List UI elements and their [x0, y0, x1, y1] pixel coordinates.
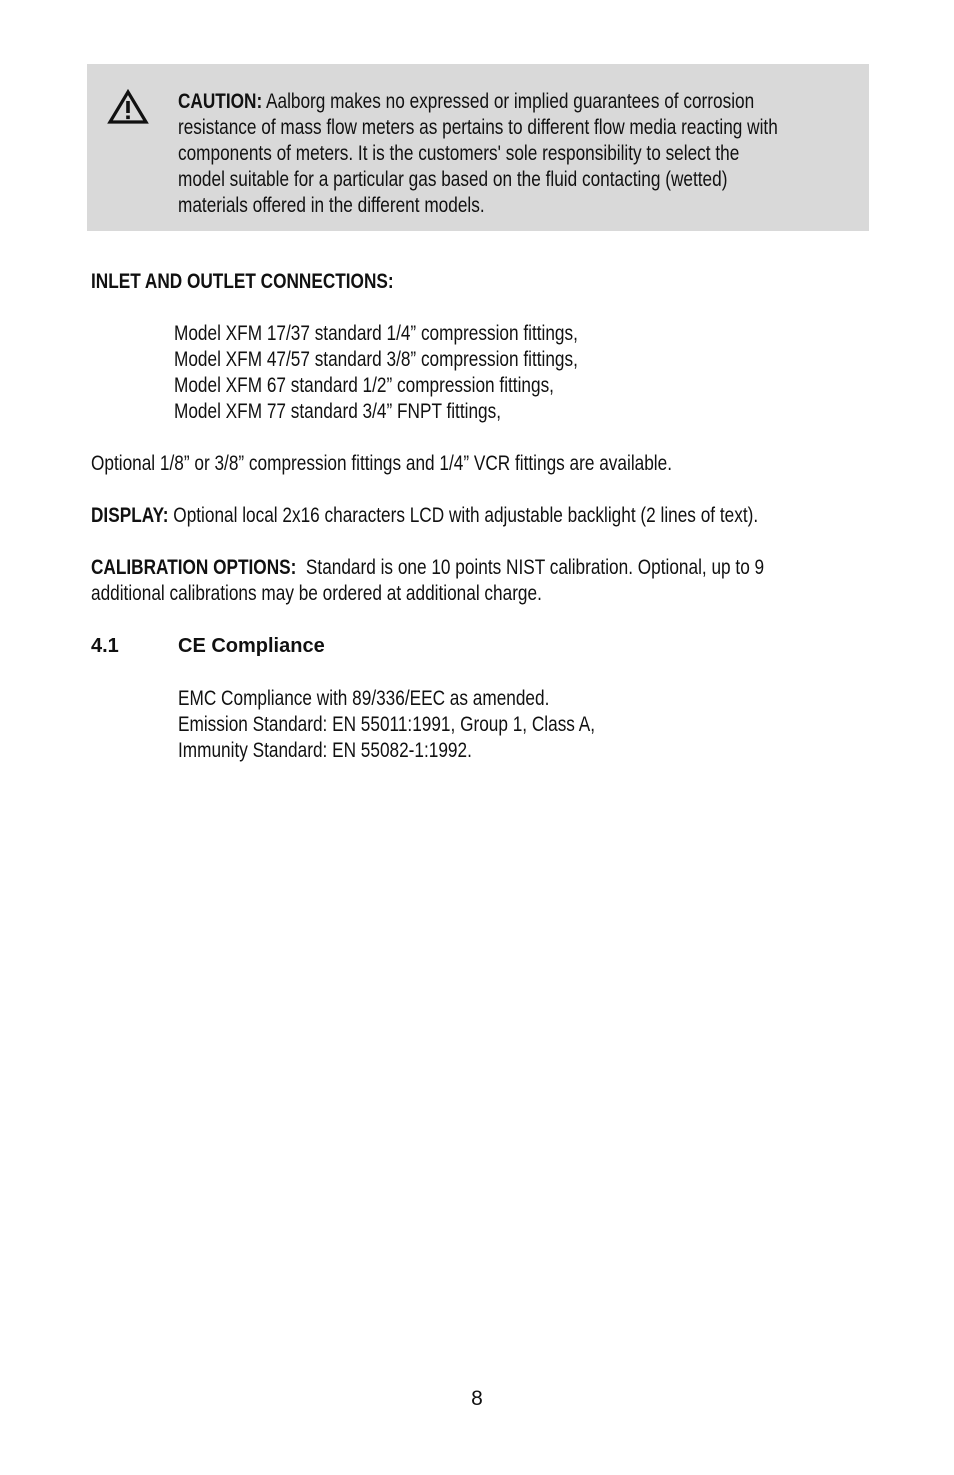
- caution-label: CAUTION:: [178, 90, 263, 113]
- calibration-paragraph-line-1: CALIBRATION OPTIONS: Standard is one 10 points NIST calibration. Optional, up to 9: [91, 556, 765, 579]
- caution-line-1: CAUTION: Aalborg makes no expressed or implied guarantees of corrosion: [178, 90, 755, 113]
- warning-triangle-icon: [107, 89, 149, 125]
- caution-line-2: resistance of mass flow meters as pertains to different flow media reacting with: [178, 116, 778, 139]
- section-title: CE Compliance: [178, 635, 325, 657]
- connection-item: Model XFM 67 standard 1/2” compression fittings,: [174, 374, 554, 397]
- connection-item: Model XFM 17/37 standard 1/4” compression fittings,: [174, 322, 578, 345]
- display-paragraph: DISPLAY: Optional local 2x16 characters LCD with adjustable backlight (2 lines of text).: [91, 504, 759, 527]
- connection-item: Model XFM 47/57 standard 3/8” compression fittings,: [174, 348, 578, 371]
- section-number: 4.1: [91, 635, 119, 657]
- calibration-label: CALIBRATION OPTIONS:: [91, 556, 297, 579]
- connection-item: Model XFM 77 standard 3/4” FNPT fittings,: [174, 400, 502, 423]
- compliance-line: EMC Compliance with 89/336/EEC as amended.: [178, 687, 550, 710]
- display-label: DISPLAY:: [91, 504, 169, 527]
- page-number: 8: [471, 1387, 483, 1410]
- connections-heading: INLET AND OUTLET CONNECTIONS:: [91, 270, 394, 293]
- compliance-line: Immunity Standard: EN 55082-1:1992.: [178, 739, 472, 762]
- compliance-line: Emission Standard: EN 55011:1991, Group 1, Class A,: [178, 713, 596, 736]
- caution-line-3: components of meters. It is the customers' sole responsibility to select the: [178, 142, 740, 165]
- optional-fittings-text: Optional 1/8” or 3/8” compression fittings and 1/4” VCR fittings are available.: [91, 452, 672, 475]
- caution-line-5: materials offered in the different models.: [178, 194, 485, 217]
- caution-box: [87, 64, 869, 231]
- caution-line-4: model suitable for a particular gas based on the fluid contacting (wetted): [178, 168, 728, 191]
- calibration-paragraph-line-2: additional calibrations may be ordered at additional charge.: [91, 582, 542, 605]
